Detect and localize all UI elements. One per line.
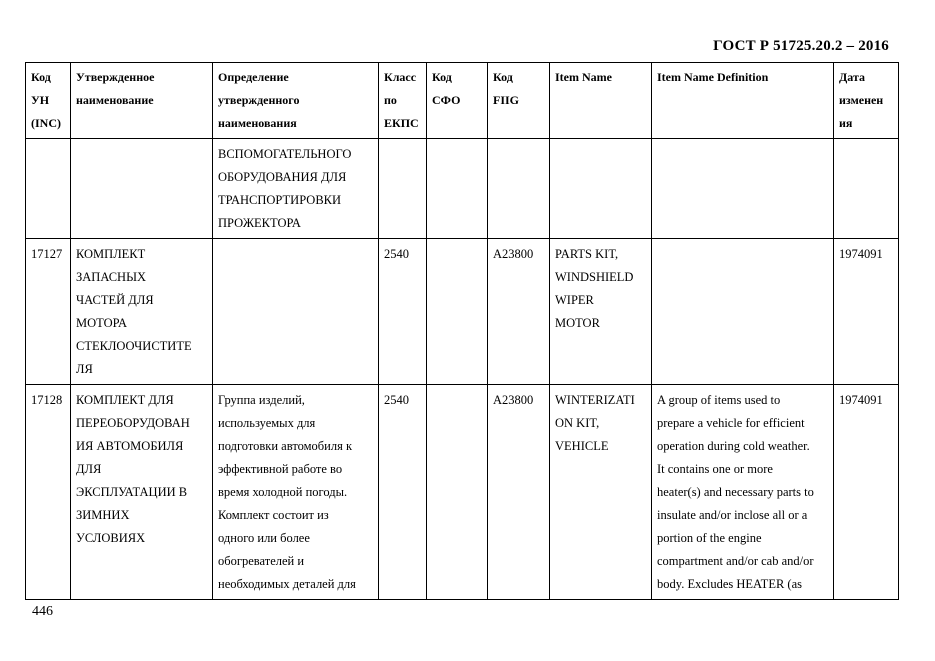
header-text: FIIG <box>493 93 520 107</box>
cell-text-line: It contains one or more <box>657 462 773 476</box>
cell-text-line: ДЛЯ <box>76 462 102 476</box>
cell-text-line: operation during cold weather. <box>657 439 810 453</box>
cell-text-line: ПЕРЕОБОРУДОВАН <box>76 416 190 430</box>
col-fiig-cell <box>488 139 550 239</box>
col-class-cell: 2540 <box>379 385 427 600</box>
col-date-cell: 1974091 <box>834 385 899 600</box>
col-fiig-header <box>488 63 550 139</box>
cell-text-line: VEHICLE <box>555 439 609 453</box>
cell-text-line: portion of the engine <box>657 531 762 545</box>
cell-text-line: ВСПОМОГАТЕЛЬНОГО <box>218 147 352 161</box>
cell-text-line: используемых для <box>218 416 316 430</box>
cell-text-line: ОБОРУДОВАНИЯ ДЛЯ <box>218 170 347 184</box>
col-item-def-cell <box>652 385 834 600</box>
cell-text-line: КОМПЛЕКТ ДЛЯ <box>76 393 174 407</box>
cell-text-line: обогревателей и <box>218 554 305 568</box>
col-def-ru-cell <box>213 385 379 600</box>
col-inc-cell: 17127 <box>26 239 71 385</box>
cell-text-line: insulate and/or inclose all or a <box>657 508 808 522</box>
cell-text-line: compartment and/or cab and/or <box>657 554 814 568</box>
cell-text-line: WINDSHIELD <box>555 270 634 284</box>
cell-text-line: время холодной погоды. <box>218 485 348 499</box>
col-item-name-cell <box>550 239 652 385</box>
col-inc-header <box>26 63 71 139</box>
cell-text-line: МОТОРА <box>76 316 128 330</box>
header-text: УН <box>31 93 50 107</box>
col-name-ru-cell <box>71 385 213 600</box>
table-row <box>26 239 899 385</box>
col-name-ru-header <box>71 63 213 139</box>
col-class-cell <box>379 139 427 239</box>
header-text: утвержденного <box>218 93 300 107</box>
cell-text-line: необходимых деталей для <box>218 577 356 591</box>
col-item-def-cell <box>652 239 834 385</box>
header-text: Класс <box>384 70 417 84</box>
col-date-cell <box>834 139 899 239</box>
col-fiig-cell: A23800 <box>488 239 550 385</box>
cell-text-line: эффективной работе во <box>218 462 343 476</box>
col-class-header <box>379 63 427 139</box>
col-fiig-cell: A23800 <box>488 385 550 600</box>
header-text: наименование <box>76 93 154 107</box>
cell-text-line: body. Excludes HEATER (as <box>657 577 802 591</box>
col-def-ru-cell <box>213 139 379 239</box>
table-row <box>26 385 899 600</box>
col-class-cell: 2540 <box>379 239 427 385</box>
cell-text-line: WIPER <box>555 293 594 307</box>
header-text: Код <box>432 70 452 84</box>
cell-text-line: ЛЯ <box>76 362 93 376</box>
cell-text-line: ИЯ АВТОМОБИЛЯ <box>76 439 184 453</box>
header-text: по <box>384 93 397 107</box>
classification-table <box>25 62 899 600</box>
header-text: Item Name <box>555 70 612 84</box>
col-def-ru-header <box>213 63 379 139</box>
col-item-name-header <box>550 63 652 139</box>
page-number: 446 <box>32 604 53 619</box>
col-def-ru-cell <box>213 239 379 385</box>
cell-text-line: ТРАНСПОРТИРОВКИ <box>218 193 342 207</box>
header-text: Item Name Definition <box>657 70 769 84</box>
col-item-name-cell <box>550 385 652 600</box>
cell-text-line: одного или более <box>218 531 310 545</box>
cell-text-line: ЗИМНИХ <box>76 508 130 522</box>
cell-text-line: ЧАСТЕЙ ДЛЯ <box>76 293 154 307</box>
col-sfo-cell <box>427 385 488 600</box>
col-sfo-cell <box>427 239 488 385</box>
cell-text-line: heater(s) and necessary parts to <box>657 485 814 499</box>
cell-text-line: MOTOR <box>555 316 600 330</box>
cell-text-line: Комплект состоит из <box>218 508 329 522</box>
col-name-ru-cell <box>71 139 213 239</box>
cell-text-line: ПРОЖЕКТОРА <box>218 216 301 230</box>
header-text: ЕКПС <box>384 116 419 130</box>
table-header-row <box>26 63 899 139</box>
header-text: Код <box>493 70 513 84</box>
col-sfo-cell <box>427 139 488 239</box>
col-date-cell: 1974091 <box>834 239 899 385</box>
header-text: Код <box>31 70 51 84</box>
col-item-def-cell <box>652 139 834 239</box>
col-inc-cell: 17128 <box>26 385 71 600</box>
header-text: ия <box>839 116 853 130</box>
cell-text-line: подготовки автомобиля к <box>218 439 353 453</box>
cell-text-line: ON KIT, <box>555 416 600 430</box>
col-item-name-cell <box>550 139 652 239</box>
cell-text-line: ЭКСПЛУАТАЦИИ В <box>76 485 188 499</box>
cell-text-line: СТЕКЛООЧИСТИТЕ <box>76 339 192 353</box>
cell-text-line: Группа изделий, <box>218 393 305 407</box>
cell-text-line: PARTS KIT, <box>555 247 619 261</box>
cell-text-line: A group of items used to <box>657 393 781 407</box>
header-text: изменен <box>839 93 884 107</box>
document-code: ГОСТ Р 51725.20.2 – 2016 <box>713 38 889 54</box>
col-date-header <box>834 63 899 139</box>
header-text: Утвержденное <box>76 70 155 84</box>
header-text: (INC) <box>31 116 61 130</box>
cell-text-line: УСЛОВИЯХ <box>76 531 146 545</box>
cell-text-line: prepare a vehicle for efficient <box>657 416 805 430</box>
cell-text-line: WINTERIZATI <box>555 393 635 407</box>
header-text: Дата <box>839 70 865 84</box>
col-item-def-header <box>652 63 834 139</box>
table-row <box>26 139 899 239</box>
col-name-ru-cell <box>71 239 213 385</box>
header-text: Определение <box>218 70 289 84</box>
header-text: наименования <box>218 116 297 130</box>
header-text: СФО <box>432 93 461 107</box>
cell-text-line: КОМПЛЕКТ <box>76 247 146 261</box>
table-body <box>26 139 899 600</box>
col-inc-cell <box>26 139 71 239</box>
cell-text-line: ЗАПАСНЫХ <box>76 270 147 284</box>
col-sfo-header <box>427 63 488 139</box>
